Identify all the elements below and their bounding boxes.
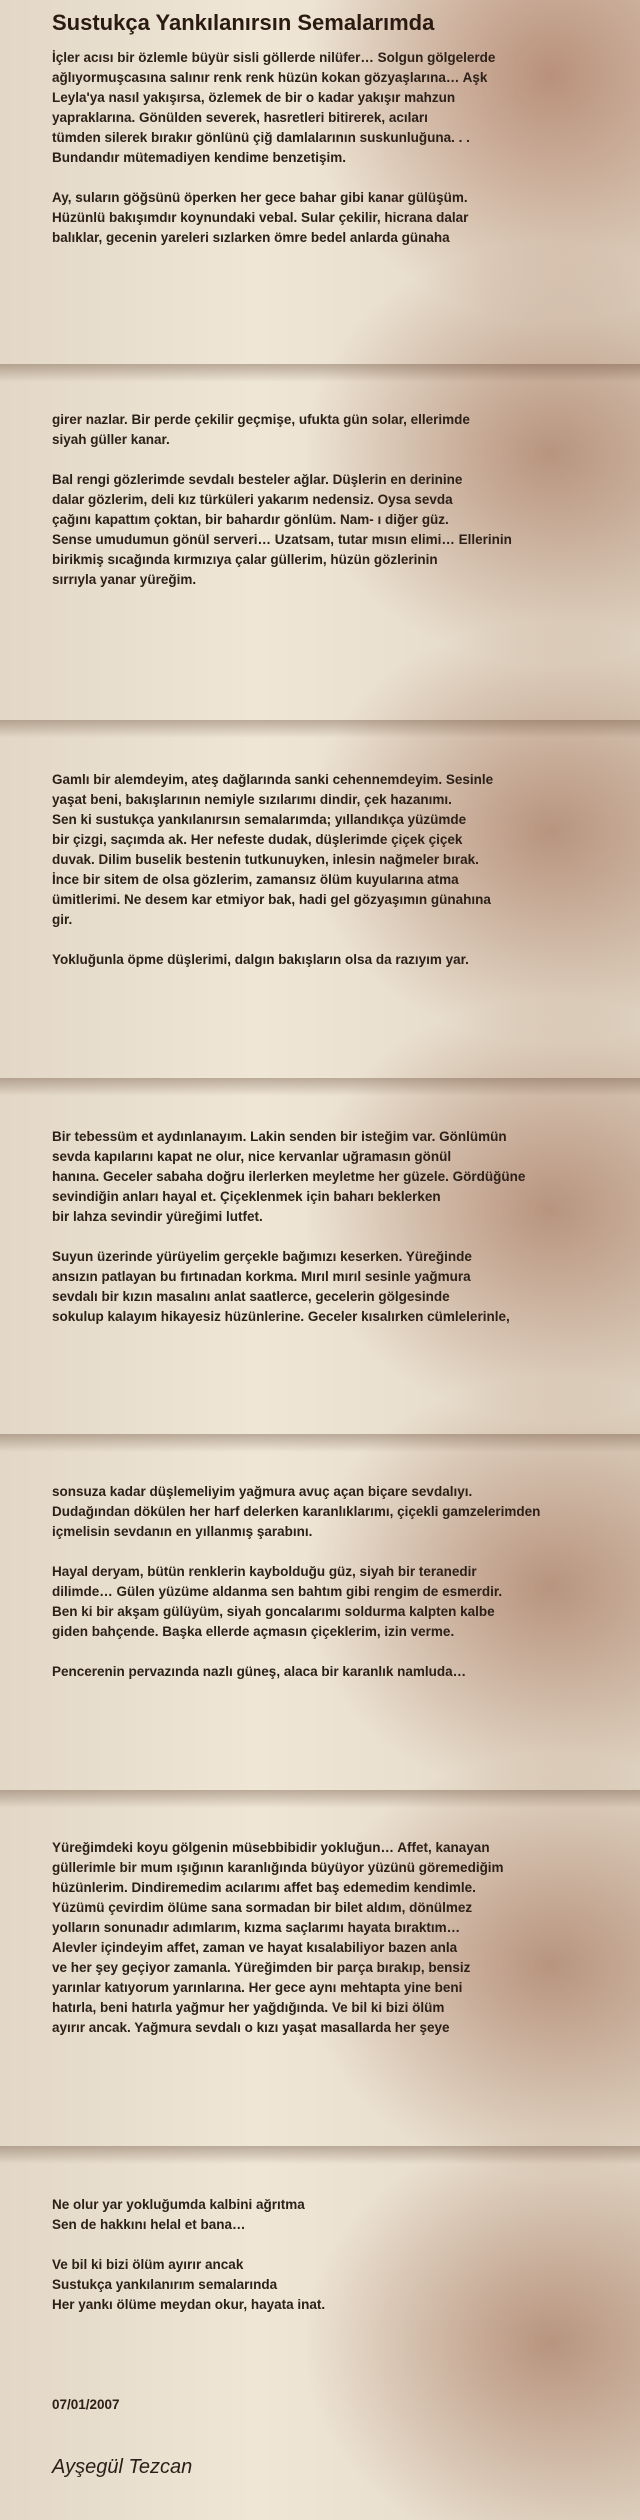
poem-line: yarınlar katıyorum yarınlarına. Her gece aynı mehtapta yine beni — [52, 1980, 463, 1995]
poem-line: Bal rengi gözlerimde sevdalı besteler ağlar. Düşlerin en derinine — [52, 472, 463, 487]
poem-line: ümitlerimi. Ne desem kar etmiyor bak, hadi gel gözyaşımın günahına — [52, 892, 491, 907]
poem-line: sonsuza kadar düşlemeliyim yağmura avuç açan biçare sevdalıyı. — [52, 1484, 473, 1499]
page-divider — [0, 364, 640, 382]
poem-line: Hüzünlü bakışımdır koynundaki vebal. Sular çekilir, hicrana dalar — [52, 210, 469, 225]
poem-line: Yüzümü çevirdim ölüme sana sormadan bir bilet aldım, dönülmez — [52, 1900, 473, 1915]
poem-line: Dudağından dökülen her harf delerken karanlıklarımı, çiçekli gamzelerimden — [52, 1504, 541, 1519]
page-divider — [0, 1790, 640, 1808]
page-divider — [0, 1078, 640, 1096]
poem-block — [52, 410, 637, 590]
stanza-gap — [52, 1227, 637, 1247]
poem-line: güllerimle bir mum ışığının karanlığında büyüyor yüzünü göremediğim — [52, 1860, 504, 1875]
poem-line: sevda kapılarını kapat ne olur, nice kervanlar uğramasın gönül — [52, 1149, 452, 1164]
poem-line: hüzünlerim. Dindiremedim acılarımı affet baş edemedim kendimle. — [52, 1880, 476, 1895]
poem-block — [52, 48, 637, 248]
poem-line: Ben ki bir akşam gülüyüm, siyah goncalarımı soldurma kalpten kalbe — [52, 1604, 495, 1619]
poem-line: Alevler içindeyim affet, zaman ve hayat kısalabiliyor bazen anla — [52, 1940, 458, 1955]
poem-line: sırrıyla yanar yüreğim. — [52, 572, 197, 587]
poem-line: bir çizgi, saçımda ak. Her nefeste dudak, düşlerimde çiçek çiçek — [52, 832, 463, 847]
stanza-gap — [52, 2235, 637, 2255]
poem-line: Sense umudumun gönül serveri… Uzatsam, tutar mısın elimi… Ellerinin — [52, 532, 512, 547]
poem-line: girer nazlar. Bir perde çekilir geçmişe, ufukta gün solar, ellerimde — [52, 412, 470, 427]
page-divider — [0, 720, 640, 738]
poem-line: Ve bil ki bizi ölüm ayırır ancak — [52, 2257, 244, 2272]
poem-line: içmelisin sevdanın en yıllanmış şarabını. — [52, 1524, 313, 1539]
poem-line: Bir tebessüm et aydınlanayım. Lakin senden bir isteğim var. Gönlümün — [52, 1129, 507, 1144]
poem-line: Yüreğimdeki koyu gölgenin müsebbibidir yokluğun… Affet, kanayan — [52, 1840, 490, 1855]
stanza-gap — [52, 450, 637, 470]
poem-line: hanına. Geceler sabaha doğru ilerlerken meyletme her güzele. Gördüğüne — [52, 1169, 526, 1184]
poem-date: 07/01/2007 — [52, 2397, 120, 2412]
stanza-gap — [52, 168, 637, 188]
poem-line: duvak. Dilim buselik bestenin tutkunuyken, inlesin nağmeler bırak. — [52, 852, 479, 867]
poem-line: yolların sonunadır adımlarım, kızma saçlarımı hayata bıraktım… — [52, 1920, 461, 1935]
poem-line: ayırır ancak. Yağmura sevdalı o kızı yaşat masallarda her şeye — [52, 2020, 450, 2035]
poem-line: bir lahza sevindir yüreğimi lutfet. — [52, 1209, 263, 1224]
poem-line: Gamlı bir alemdeyim, ateş dağlarında sanki cehennemdeyim. Sesinle — [52, 772, 494, 787]
poem-line: gir. — [52, 912, 73, 927]
stanza-gap — [52, 930, 637, 950]
poem-block — [52, 1838, 637, 2038]
poem-block — [52, 770, 637, 970]
poem-line: Leyla'ya nasıl yakışırsa, özlemek de bir o kadar yakışır mahzun — [52, 90, 456, 105]
poem-line: Suyun üzerinde yürüyelim gerçekle bağımızı keserken. Yüreğinde — [52, 1249, 472, 1264]
poem-line: siyah güller kanar. — [52, 432, 170, 447]
poem-line: hatırla, beni hatırla yağmur her yağdığında. Ve bil ki bizi ölüm — [52, 2000, 445, 2015]
poem-line: sevindiğin anları hayal et. Çiçeklenmek için baharı beklerken — [52, 1189, 441, 1204]
poem-line: Sen ki sustukça yankılanırsın semalarımda; yıllandıkça yüzümde — [52, 812, 467, 827]
poem-block — [52, 2195, 637, 2315]
poem-line: Sen de hakkını helal et bana… — [52, 2217, 246, 2232]
poem-line: Ne olur yar yokluğumda kalbini ağrıtma — [52, 2197, 305, 2212]
author-name: Ayşegül Tezcan — [52, 2456, 193, 2478]
stanza-gap — [52, 1642, 637, 1662]
poem-line: Sustukça yankılanırım semalarında — [52, 2277, 278, 2292]
poem-line: Hayal deryam, bütün renklerin kaybolduğu güz, siyah bir teranedir — [52, 1564, 477, 1579]
poem-line: Bundandır mütemadiyen kendime benzetişim. — [52, 150, 347, 165]
poem-line: İnce bir sitem de olsa gözlerim, zamansız ölüm kuyularına atma — [52, 872, 459, 887]
poem-line: giden bahçende. Başka ellerde açmasın çiçeklerim, izin verme. — [52, 1624, 455, 1639]
page-divider — [0, 1434, 640, 1452]
poem-line: Pencerenin pervazında nazlı güneş, alaca bir karanlık namluda… — [52, 1664, 467, 1679]
poem-line: Her yankı ölüme meydan okur, hayata inat. — [52, 2297, 326, 2312]
poem-line: balıklar, gecenin yareleri sızlarken ömre bedel anlarda günaha — [52, 230, 450, 245]
poem-line: Ay, suların göğsünü öperken her gece bahar gibi kanar gülüşüm. — [52, 190, 468, 205]
poem-block — [52, 1127, 637, 1327]
poem-line: çağını kapattım çoktan, bir bahardır gönlüm. Nam- ı diğer güz. — [52, 512, 449, 527]
poem-line: dilimde… Gülen yüzüme aldanma sen bahtım gibi rengim de esmerdir. — [52, 1584, 503, 1599]
poem-line: yapraklarına. Gönülden severek, hasretleri bitirerek, acıları — [52, 110, 428, 125]
poem-line: ağlıyormuşcasına salınır renk renk hüzün kokan gözyaşlarına… Aşk — [52, 70, 488, 85]
poem-line: İçler acısı bir özlemle büyür sisli göllerde nilüfer… Solgun gölgelerde — [52, 50, 496, 65]
page-divider — [0, 2146, 640, 2164]
poem-line: birikmiş sıcağında kırmızıya çalar güllerim, hüzün gözlerinin — [52, 552, 438, 567]
poem-line: ve her şey geçiyor zamanla. Yüreğimden bir parça bırakıp, bensiz — [52, 1960, 471, 1975]
poem-title: Sustukça Yankılanırsın Semalarımda — [52, 10, 435, 35]
poem-block — [52, 1482, 637, 1682]
poem-line: sevdalı bir kızın masalını anlat saatlerce, gecelerin gölgesinde — [52, 1289, 450, 1304]
poem-line: yaşat beni, bakışlarının nemiyle sızılarımı dindir, çek hazanımı. — [52, 792, 452, 807]
poem-line: Yokluğunla öpme düşlerimi, dalgın bakışların olsa da razıyım yar. — [52, 952, 469, 967]
poem-line: dalar gözlerim, deli kız türküleri yakarım nedensiz. Oysa sevda — [52, 492, 453, 507]
poem-line: sokulup kalayım hikayesiz hüzünlerine. Geceler kısalırken cümlelerinle, — [52, 1309, 510, 1324]
stanza-gap — [52, 1542, 637, 1562]
poem-line: ansızın patlayan bu fırtınadan korkma. Mırıl mırıl sesinle yağmura — [52, 1269, 471, 1284]
poem-line: tümden silerek bırakır gönlünü çiğ damlalarının suskunluğuna. . . — [52, 130, 470, 145]
